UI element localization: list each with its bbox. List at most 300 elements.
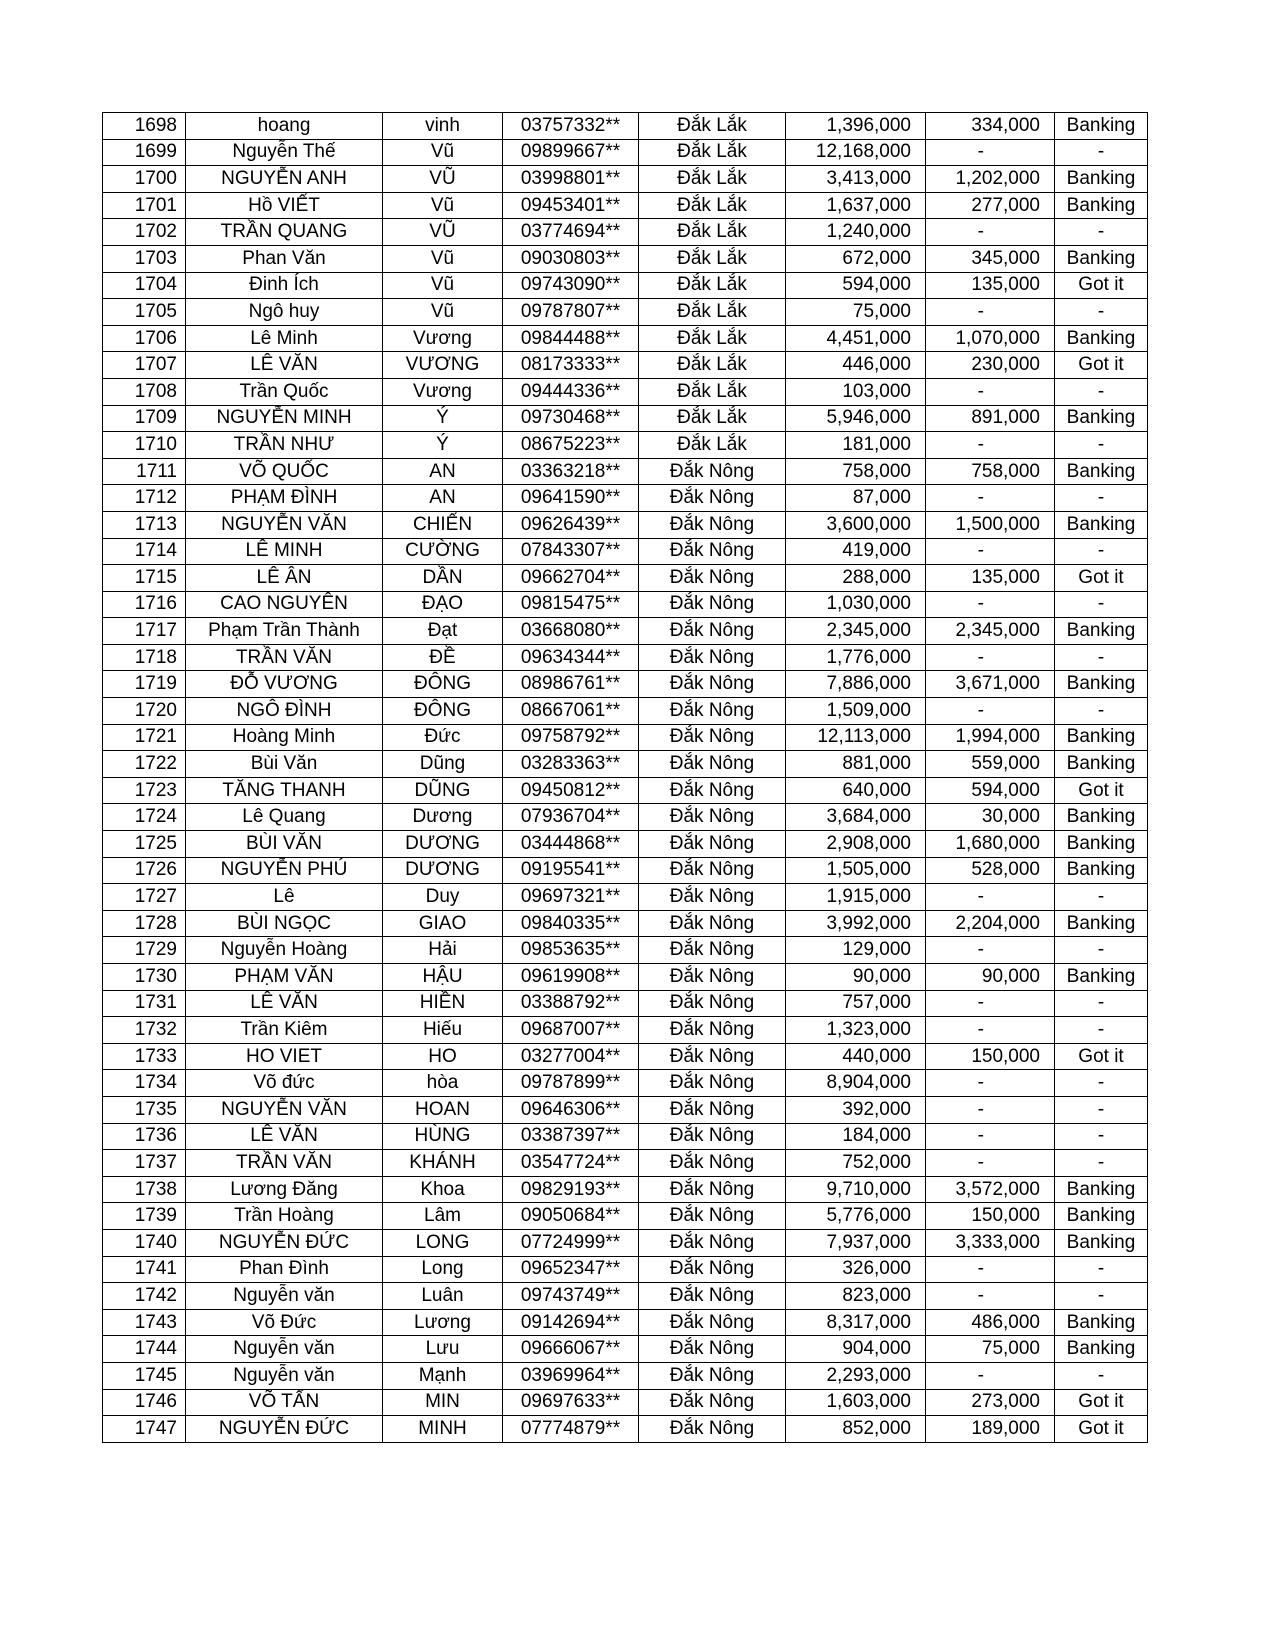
phone-cell: 09641590** xyxy=(503,485,639,512)
given-name-cell: HOAN xyxy=(383,1096,503,1123)
phone-cell: 09626439** xyxy=(503,511,639,538)
row-number-cell: 1733 xyxy=(103,1043,186,1070)
row-number-cell: 1716 xyxy=(103,591,186,618)
method-cell: Banking xyxy=(1055,1203,1148,1230)
row-number-cell: 1715 xyxy=(103,565,186,592)
method-cell: Banking xyxy=(1055,751,1148,778)
paid-cell: - xyxy=(926,1256,1055,1283)
province-cell: Đắk Nông xyxy=(639,591,786,618)
province-cell: Đắk Lắk xyxy=(639,405,786,432)
paid-cell: 1,202,000 xyxy=(926,166,1055,193)
surname-cell: PHẠM VĂN xyxy=(186,964,383,991)
surname-cell: Nguyễn văn xyxy=(186,1283,383,1310)
phone-cell: 09687007** xyxy=(503,1017,639,1044)
surname-cell: CAO NGUYÊN xyxy=(186,591,383,618)
row-number-cell: 1727 xyxy=(103,884,186,911)
phone-cell: 09652347** xyxy=(503,1256,639,1283)
method-cell: - xyxy=(1055,884,1148,911)
phone-cell: 03387397** xyxy=(503,1123,639,1150)
paid-cell: 30,000 xyxy=(926,804,1055,831)
given-name-cell: Dương xyxy=(383,804,503,831)
phone-cell: 09030803** xyxy=(503,245,639,272)
given-name-cell: DẦN xyxy=(383,565,503,592)
province-cell: Đắk Lắk xyxy=(639,139,786,166)
province-cell: Đắk Nông xyxy=(639,1017,786,1044)
province-cell: Đắk Nông xyxy=(639,831,786,858)
given-name-cell: Hải xyxy=(383,937,503,964)
given-name-cell: DŨNG xyxy=(383,777,503,804)
surname-cell: BÙI NGỌC xyxy=(186,910,383,937)
row-number-cell: 1714 xyxy=(103,538,186,565)
method-cell: - xyxy=(1055,1070,1148,1097)
province-cell: Đắk Nông xyxy=(639,937,786,964)
paid-cell: - xyxy=(926,1283,1055,1310)
surname-cell: NGUYỄN ĐỨC xyxy=(186,1416,383,1443)
amount-cell: 757,000 xyxy=(786,990,926,1017)
phone-cell: 09743749** xyxy=(503,1283,639,1310)
amount-cell: 103,000 xyxy=(786,378,926,405)
phone-cell: 07774879** xyxy=(503,1416,639,1443)
paid-cell: 3,333,000 xyxy=(926,1229,1055,1256)
surname-cell: NGUYỄN MINH xyxy=(186,405,383,432)
paid-cell: 1,070,000 xyxy=(926,325,1055,352)
method-cell: - xyxy=(1055,1256,1148,1283)
amount-cell: 758,000 xyxy=(786,458,926,485)
method-cell: - xyxy=(1055,219,1148,246)
row-number-cell: 1710 xyxy=(103,432,186,459)
row-number-cell: 1731 xyxy=(103,990,186,1017)
table-row xyxy=(103,698,1148,725)
given-name-cell: MINH xyxy=(383,1416,503,1443)
method-cell: - xyxy=(1055,299,1148,326)
row-number-cell: 1738 xyxy=(103,1176,186,1203)
surname-cell: Phan Đình xyxy=(186,1256,383,1283)
phone-cell: 09142694** xyxy=(503,1309,639,1336)
method-cell: - xyxy=(1055,432,1148,459)
paid-cell: - xyxy=(926,990,1055,1017)
surname-cell: VÕ QUỐC xyxy=(186,458,383,485)
paid-cell: - xyxy=(926,219,1055,246)
phone-cell: 03444868** xyxy=(503,831,639,858)
phone-cell: 03363218** xyxy=(503,458,639,485)
amount-cell: 752,000 xyxy=(786,1150,926,1177)
surname-cell: Bùi Văn xyxy=(186,751,383,778)
row-number-cell: 1699 xyxy=(103,139,186,166)
amount-cell: 3,413,000 xyxy=(786,166,926,193)
method-cell: Banking xyxy=(1055,325,1148,352)
paid-cell: 2,204,000 xyxy=(926,910,1055,937)
row-number-cell: 1722 xyxy=(103,751,186,778)
method-cell: - xyxy=(1055,1362,1148,1389)
given-name-cell: ĐÔNG xyxy=(383,671,503,698)
given-name-cell: HẬU xyxy=(383,964,503,991)
given-name-cell: CƯỜNG xyxy=(383,538,503,565)
given-name-cell: AN xyxy=(383,458,503,485)
surname-cell: Trần Quốc xyxy=(186,378,383,405)
province-cell: Đắk Nông xyxy=(639,1176,786,1203)
paid-cell: - xyxy=(926,1070,1055,1097)
phone-cell: 09444336** xyxy=(503,378,639,405)
row-number-cell: 1719 xyxy=(103,671,186,698)
method-cell: Banking xyxy=(1055,192,1148,219)
table-row xyxy=(103,644,1148,671)
phone-cell: 09662704** xyxy=(503,565,639,592)
phone-cell: 09853635** xyxy=(503,937,639,964)
province-cell: Đắk Nông xyxy=(639,857,786,884)
row-number-cell: 1747 xyxy=(103,1416,186,1443)
table-row xyxy=(103,964,1148,991)
row-number-cell: 1742 xyxy=(103,1283,186,1310)
province-cell: Đắk Nông xyxy=(639,910,786,937)
surname-cell: Nguyễn văn xyxy=(186,1336,383,1363)
phone-cell: 09787807** xyxy=(503,299,639,326)
amount-cell: 392,000 xyxy=(786,1096,926,1123)
paid-cell: - xyxy=(926,591,1055,618)
phone-cell: 09840335** xyxy=(503,910,639,937)
amount-cell: 1,915,000 xyxy=(786,884,926,911)
given-name-cell: Vũ xyxy=(383,192,503,219)
amount-cell: 1,240,000 xyxy=(786,219,926,246)
phone-cell: 09619908** xyxy=(503,964,639,991)
province-cell: Đắk Nông xyxy=(639,1256,786,1283)
amount-cell: 881,000 xyxy=(786,751,926,778)
province-cell: Đắk Nông xyxy=(639,724,786,751)
phone-cell: 03774694** xyxy=(503,219,639,246)
row-number-cell: 1705 xyxy=(103,299,186,326)
amount-cell: 672,000 xyxy=(786,245,926,272)
table-row xyxy=(103,751,1148,778)
amount-cell: 2,345,000 xyxy=(786,618,926,645)
method-cell: Banking xyxy=(1055,1176,1148,1203)
province-cell: Đắk Nông xyxy=(639,565,786,592)
table-row xyxy=(103,538,1148,565)
amount-cell: 2,908,000 xyxy=(786,831,926,858)
row-number-cell: 1746 xyxy=(103,1389,186,1416)
phone-cell: 09450812** xyxy=(503,777,639,804)
method-cell: - xyxy=(1055,538,1148,565)
row-number-cell: 1721 xyxy=(103,724,186,751)
province-cell: Đắk Nông xyxy=(639,1416,786,1443)
paid-cell: - xyxy=(926,1123,1055,1150)
amount-cell: 5,776,000 xyxy=(786,1203,926,1230)
paid-cell: 150,000 xyxy=(926,1203,1055,1230)
province-cell: Đắk Nông xyxy=(639,1309,786,1336)
province-cell: Đắk Lắk xyxy=(639,325,786,352)
paid-cell: - xyxy=(926,1362,1055,1389)
paid-cell: 150,000 xyxy=(926,1043,1055,1070)
amount-cell: 90,000 xyxy=(786,964,926,991)
amount-cell: 1,505,000 xyxy=(786,857,926,884)
province-cell: Đắk Lắk xyxy=(639,299,786,326)
method-cell: Got it xyxy=(1055,777,1148,804)
phone-cell: 08986761** xyxy=(503,671,639,698)
given-name-cell: DƯƠNG xyxy=(383,857,503,884)
phone-cell: 03668080** xyxy=(503,618,639,645)
table-row xyxy=(103,671,1148,698)
table-row xyxy=(103,166,1148,193)
row-number-cell: 1702 xyxy=(103,219,186,246)
table-row xyxy=(103,1416,1148,1443)
method-cell: Banking xyxy=(1055,511,1148,538)
paid-cell: 559,000 xyxy=(926,751,1055,778)
table-row xyxy=(103,192,1148,219)
amount-cell: 288,000 xyxy=(786,565,926,592)
method-cell: Got it xyxy=(1055,272,1148,299)
paid-cell: - xyxy=(926,485,1055,512)
given-name-cell: Mạnh xyxy=(383,1362,503,1389)
paid-cell: 90,000 xyxy=(926,964,1055,991)
surname-cell: Lê xyxy=(186,884,383,911)
method-cell: - xyxy=(1055,1283,1148,1310)
phone-cell: 09453401** xyxy=(503,192,639,219)
row-number-cell: 1745 xyxy=(103,1362,186,1389)
given-name-cell: Vũ xyxy=(383,299,503,326)
surname-cell: LÊ VĂN xyxy=(186,990,383,1017)
surname-cell: ĐỖ VƯƠNG xyxy=(186,671,383,698)
phone-cell: 08675223** xyxy=(503,432,639,459)
phone-cell: 03388792** xyxy=(503,990,639,1017)
surname-cell: Ngô huy xyxy=(186,299,383,326)
province-cell: Đắk Nông xyxy=(639,1123,786,1150)
table-row xyxy=(103,1283,1148,1310)
amount-cell: 823,000 xyxy=(786,1283,926,1310)
given-name-cell: VŨ xyxy=(383,219,503,246)
given-name-cell: Vũ xyxy=(383,139,503,166)
table-row xyxy=(103,139,1148,166)
method-cell: - xyxy=(1055,1096,1148,1123)
given-name-cell: Lương xyxy=(383,1309,503,1336)
row-number-cell: 1737 xyxy=(103,1150,186,1177)
surname-cell: NGUYỄN ĐỨC xyxy=(186,1229,383,1256)
amount-cell: 87,000 xyxy=(786,485,926,512)
given-name-cell: Long xyxy=(383,1256,503,1283)
surname-cell: NGUYỄN PHÚ xyxy=(186,857,383,884)
paid-cell: - xyxy=(926,884,1055,911)
table-row xyxy=(103,405,1148,432)
row-number-cell: 1703 xyxy=(103,245,186,272)
surname-cell: Võ Đức xyxy=(186,1309,383,1336)
surname-cell: Phan Văn xyxy=(186,245,383,272)
given-name-cell: Hiếu xyxy=(383,1017,503,1044)
surname-cell: Trần Kiêm xyxy=(186,1017,383,1044)
phone-cell: 08667061** xyxy=(503,698,639,725)
surname-cell: Nguyễn Hoàng xyxy=(186,937,383,964)
surname-cell: LÊ VĂN xyxy=(186,1123,383,1150)
row-number-cell: 1713 xyxy=(103,511,186,538)
province-cell: Đắk Nông xyxy=(639,1203,786,1230)
province-cell: Đắk Lắk xyxy=(639,272,786,299)
paid-cell: - xyxy=(926,299,1055,326)
row-number-cell: 1732 xyxy=(103,1017,186,1044)
method-cell: Banking xyxy=(1055,618,1148,645)
phone-cell: 09730468** xyxy=(503,405,639,432)
given-name-cell: hòa xyxy=(383,1070,503,1097)
table-row xyxy=(103,724,1148,751)
row-number-cell: 1708 xyxy=(103,378,186,405)
province-cell: Đắk Nông xyxy=(639,751,786,778)
phone-cell: 09787899** xyxy=(503,1070,639,1097)
province-cell: Đắk Nông xyxy=(639,1043,786,1070)
amount-cell: 326,000 xyxy=(786,1256,926,1283)
table-row xyxy=(103,299,1148,326)
given-name-cell: DƯƠNG xyxy=(383,831,503,858)
method-cell: - xyxy=(1055,591,1148,618)
given-name-cell: ĐẠO xyxy=(383,591,503,618)
row-number-cell: 1711 xyxy=(103,458,186,485)
surname-cell: Lương Đăng xyxy=(186,1176,383,1203)
surname-cell: hoang xyxy=(186,113,383,140)
given-name-cell: VƯƠNG xyxy=(383,352,503,379)
amount-cell: 1,396,000 xyxy=(786,113,926,140)
paid-cell: - xyxy=(926,698,1055,725)
row-number-cell: 1741 xyxy=(103,1256,186,1283)
table-row xyxy=(103,1043,1148,1070)
given-name-cell: Duy xyxy=(383,884,503,911)
given-name-cell: Đạt xyxy=(383,618,503,645)
paid-cell: - xyxy=(926,1096,1055,1123)
table-row xyxy=(103,432,1148,459)
surname-cell: NGUYỄN VĂN xyxy=(186,1096,383,1123)
row-number-cell: 1718 xyxy=(103,644,186,671)
province-cell: Đắk Nông xyxy=(639,1150,786,1177)
province-cell: Đắk Lắk xyxy=(639,166,786,193)
table-row xyxy=(103,565,1148,592)
surname-cell: Lê Quang xyxy=(186,804,383,831)
paid-cell: 334,000 xyxy=(926,113,1055,140)
paid-cell: 3,572,000 xyxy=(926,1176,1055,1203)
surname-cell: TRẦN VĂN xyxy=(186,644,383,671)
province-cell: Đắk Nông xyxy=(639,884,786,911)
table-row xyxy=(103,511,1148,538)
method-cell: Got it xyxy=(1055,1389,1148,1416)
row-number-cell: 1725 xyxy=(103,831,186,858)
row-number-cell: 1726 xyxy=(103,857,186,884)
amount-cell: 8,904,000 xyxy=(786,1070,926,1097)
amount-cell: 2,293,000 xyxy=(786,1362,926,1389)
given-name-cell: GIAO xyxy=(383,910,503,937)
surname-cell: Lê Minh xyxy=(186,325,383,352)
phone-cell: 09666067** xyxy=(503,1336,639,1363)
method-cell: Banking xyxy=(1055,113,1148,140)
surname-cell: Hồ VIẾT xyxy=(186,192,383,219)
amount-cell: 446,000 xyxy=(786,352,926,379)
surname-cell: TRẦN QUANG xyxy=(186,219,383,246)
paid-cell: 345,000 xyxy=(926,245,1055,272)
given-name-cell: ĐÔNG xyxy=(383,698,503,725)
method-cell: - xyxy=(1055,1123,1148,1150)
surname-cell: Phạm Trần Thành xyxy=(186,618,383,645)
surname-cell: TĂNG THANH xyxy=(186,777,383,804)
province-cell: Đắk Nông xyxy=(639,777,786,804)
method-cell: Banking xyxy=(1055,724,1148,751)
table-row xyxy=(103,937,1148,964)
paid-cell: - xyxy=(926,538,1055,565)
amount-cell: 3,600,000 xyxy=(786,511,926,538)
method-cell: Banking xyxy=(1055,804,1148,831)
surname-cell: TRẦN VĂN xyxy=(186,1150,383,1177)
row-number-cell: 1739 xyxy=(103,1203,186,1230)
table-row xyxy=(103,1176,1148,1203)
row-number-cell: 1744 xyxy=(103,1336,186,1363)
amount-cell: 440,000 xyxy=(786,1043,926,1070)
paid-cell: 528,000 xyxy=(926,857,1055,884)
amount-cell: 640,000 xyxy=(786,777,926,804)
table-row xyxy=(103,352,1148,379)
table-row xyxy=(103,910,1148,937)
amount-cell: 3,992,000 xyxy=(786,910,926,937)
method-cell: - xyxy=(1055,644,1148,671)
table-row xyxy=(103,1256,1148,1283)
method-cell: Banking xyxy=(1055,910,1148,937)
method-cell: Banking xyxy=(1055,671,1148,698)
row-number-cell: 1706 xyxy=(103,325,186,352)
table-row xyxy=(103,378,1148,405)
table-row xyxy=(103,777,1148,804)
row-number-cell: 1730 xyxy=(103,964,186,991)
amount-cell: 181,000 xyxy=(786,432,926,459)
province-cell: Đắk Lắk xyxy=(639,378,786,405)
surname-cell: Nguyễn văn xyxy=(186,1362,383,1389)
given-name-cell: Vương xyxy=(383,378,503,405)
paid-cell: 891,000 xyxy=(926,405,1055,432)
row-number-cell: 1700 xyxy=(103,166,186,193)
table-row xyxy=(103,272,1148,299)
row-number-cell: 1736 xyxy=(103,1123,186,1150)
row-number-cell: 1724 xyxy=(103,804,186,831)
amount-cell: 852,000 xyxy=(786,1416,926,1443)
given-name-cell: Khoa xyxy=(383,1176,503,1203)
phone-cell: 09758792** xyxy=(503,724,639,751)
table-row xyxy=(103,990,1148,1017)
paid-cell: 594,000 xyxy=(926,777,1055,804)
given-name-cell: Ý xyxy=(383,405,503,432)
province-cell: Đắk Nông xyxy=(639,804,786,831)
phone-cell: 08173333** xyxy=(503,352,639,379)
given-name-cell: Vũ xyxy=(383,245,503,272)
table-row xyxy=(103,1150,1148,1177)
paid-cell: 135,000 xyxy=(926,272,1055,299)
table-row xyxy=(103,618,1148,645)
amount-cell: 1,509,000 xyxy=(786,698,926,725)
paid-cell: 758,000 xyxy=(926,458,1055,485)
given-name-cell: HIỀN xyxy=(383,990,503,1017)
phone-cell: 09646306** xyxy=(503,1096,639,1123)
table-row xyxy=(103,591,1148,618)
province-cell: Đắk Nông xyxy=(639,1229,786,1256)
amount-cell: 75,000 xyxy=(786,299,926,326)
paid-cell: - xyxy=(926,139,1055,166)
given-name-cell: vinh xyxy=(383,113,503,140)
given-name-cell: HO xyxy=(383,1043,503,1070)
amount-cell: 9,710,000 xyxy=(786,1176,926,1203)
table-body xyxy=(103,113,1148,1443)
phone-cell: 09697321** xyxy=(503,884,639,911)
surname-cell: PHẠM ĐÌNH xyxy=(186,485,383,512)
table-row xyxy=(103,325,1148,352)
amount-cell: 1,603,000 xyxy=(786,1389,926,1416)
phone-cell: 09815475** xyxy=(503,591,639,618)
surname-cell: VÕ TẤN xyxy=(186,1389,383,1416)
table-row xyxy=(103,857,1148,884)
province-cell: Đắk Nông xyxy=(639,1283,786,1310)
phone-cell: 09844488** xyxy=(503,325,639,352)
row-number-cell: 1709 xyxy=(103,405,186,432)
given-name-cell: LONG xyxy=(383,1229,503,1256)
phone-cell: 03277004** xyxy=(503,1043,639,1070)
surname-cell: Trần Hoàng xyxy=(186,1203,383,1230)
given-name-cell: AN xyxy=(383,485,503,512)
province-cell: Đắk Nông xyxy=(639,990,786,1017)
